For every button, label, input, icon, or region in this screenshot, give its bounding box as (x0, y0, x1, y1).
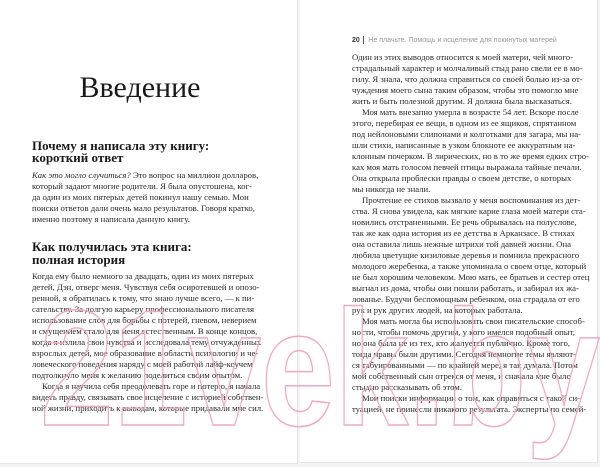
text-line: ках моя мать голосом певчей птицы выражала тайные печали. (352, 162, 582, 172)
text-line: ся табуированными — по крайней мере, я так думала. Потом (352, 360, 578, 370)
text-line: ренной, я обратилась к тому, что знаю лучше всего, — к пи- (32, 293, 255, 303)
text-line: этого, перебирая ее вещи, в одном из ее ящиков, спрятанном (352, 118, 577, 128)
text-line: Один из этих выводов относится к моей матери, чей много- (352, 52, 573, 62)
heading-line: Как получилась эта книга: (32, 239, 192, 254)
text-line: Когда я научила себя преодолевать горе и потерю, я начала (42, 381, 261, 391)
chapter-title: Введение (79, 71, 201, 104)
text-line: видеть правду, связывать свое исцеление с историей собствен- (32, 392, 264, 402)
heading-line: Почему я написала эту книгу: (32, 138, 210, 153)
section-heading-how (32, 240, 262, 266)
watermark-text: 21vek.by (40, 276, 600, 460)
line-text: Это вопрос на миллион долларов, (130, 170, 259, 180)
text-line: взрослых детей, мое образование в области психологии и че- (32, 348, 259, 358)
paragraph-block-why (32, 170, 259, 225)
text-line: сательству. За долгую карьеру профессионального писателя (32, 304, 254, 314)
text-line: подтолкнуло меня к желанию поделиться своим опытом. (32, 370, 243, 380)
text-line: ности, чтобы помочь другим, у кого имелся подобный опыт, (352, 327, 575, 337)
text-line: она оставила лишь нежные штрихи той давней жизни. Она (352, 239, 571, 249)
text-line: Прочтение ее стихов вызвало у меня воспоминания из дет- (362, 195, 581, 205)
text-line: именно поэтому я написала данную книгу. (32, 214, 190, 224)
left-page (0, 0, 298, 464)
text-line: использование слов для борьбы с потерей, гневом, неверием (32, 315, 257, 325)
italic-phrase: Как это могло случиться? (32, 170, 131, 180)
text-line: мой собственный сын отрекся от меня, и сначала мне было (352, 371, 571, 381)
right-page (300, 0, 598, 463)
text-line (32, 170, 259, 181)
paragraph-block-how (32, 271, 264, 414)
text-line: так же как одна история из ее детства в Арканзасе. В стихах (352, 228, 575, 238)
text-line: поиски ответов дали очень мало результатов. Говоря кратко, (32, 203, 255, 213)
text-line: любила цветущие кизиловые деревья и помнила прекрасного (352, 250, 580, 260)
text-line: молодого жеребенка, а также упоминала о своем отце, который (352, 261, 587, 271)
text-line: Когда ему было немного за двадцать, один из моих пятерых (32, 271, 254, 281)
text-line: под нейлоновыми слипонами и колготками для загара, мы на- (352, 129, 581, 139)
text-line: ства. Я снова увидела, как мягкие карие глаза моей матери ста- (352, 206, 586, 216)
page-number: 20 (352, 36, 360, 44)
text-line: шли стихи, написанные в узком блокноте ее аккуратным на- (352, 140, 576, 150)
text-line: тогда нравы были другими. Сегодня немногие темы являют- (352, 349, 576, 359)
text-line: новились отстраненными. Ее речь обрывалась на полуслове, (352, 217, 577, 227)
text-line: Она открыла проблески правды о своем детстве, о которых (352, 173, 572, 183)
text-line: лованье. Будучи беспомощным ребенком, она страдала от его (352, 294, 580, 304)
running-header (352, 36, 557, 44)
text-line: детей, Дэн, отверг меня. Чувствуя себя осиротевшей и опозо- (32, 282, 260, 292)
section-heading-why (32, 140, 262, 164)
right-page-text (352, 52, 590, 415)
text-line: туацией, не принесли никакого результата. Эксперты по семей- (352, 404, 587, 414)
text-line: Моя мать внезапно умерла в возрасте 54 лет. Вскоре после (362, 107, 579, 117)
text-line: Моя мать могла бы использовать свои писательские способ- (362, 316, 585, 326)
text-line: не был хорошим человеком. Мою мать, ее братьев и сестер отец (352, 272, 590, 282)
text-line: но она была не из тех, кто жалуется публично. Кроме того, (352, 338, 571, 348)
text-line: ной жизни, приходить к выводам, которые придавали мне сил. (32, 403, 264, 413)
text-line: который задают многие родители. Я была опустошена, ког- (32, 181, 252, 191)
header-divider (363, 36, 365, 44)
heading-line: полная история (32, 252, 126, 267)
text-line: и смущением стало для меня естественным. В конце концов, (32, 326, 258, 336)
running-title: Не плачьте. Помощь и исцеление для покинутых матерей (368, 36, 557, 44)
text-line: страдальный характер и молчаливый стыд рано свели ее в мо- (352, 63, 583, 73)
text-line: чуждения моего сына таким образом, чтобы это помогло мне (352, 85, 579, 95)
text-line: когда я излила свои чувства и исследовала тему отчужденных (32, 337, 262, 347)
text-line: да один из моих пятерых детей покинул нашу семью. Мои (32, 192, 249, 202)
text-line: гилу. Я знала, что должна справиться со своей болью из-за от- (352, 74, 583, 84)
text-line: клонным почерком. В лирических, но в то же время едких стро- (352, 151, 590, 161)
text-line: ловеческого поведения наряду с моей работой лайф-коучем (32, 359, 253, 369)
text-line: выгнал из дома, чтобы они пошли работать, и забирал их жа- (352, 283, 579, 293)
text-line: Мои поиски информации о том, как справиться с такой си- (362, 393, 581, 403)
text-line: стыдно рассказывать об этом. (352, 382, 462, 392)
text-line: жить и быть полезной другим. Я должна была высказаться. (352, 96, 572, 106)
heading-line: короткий ответ (32, 150, 124, 165)
text-line: мы никогда не знали. (352, 184, 431, 194)
text-line: рук и рук других людей, на которых работала. (352, 305, 523, 315)
